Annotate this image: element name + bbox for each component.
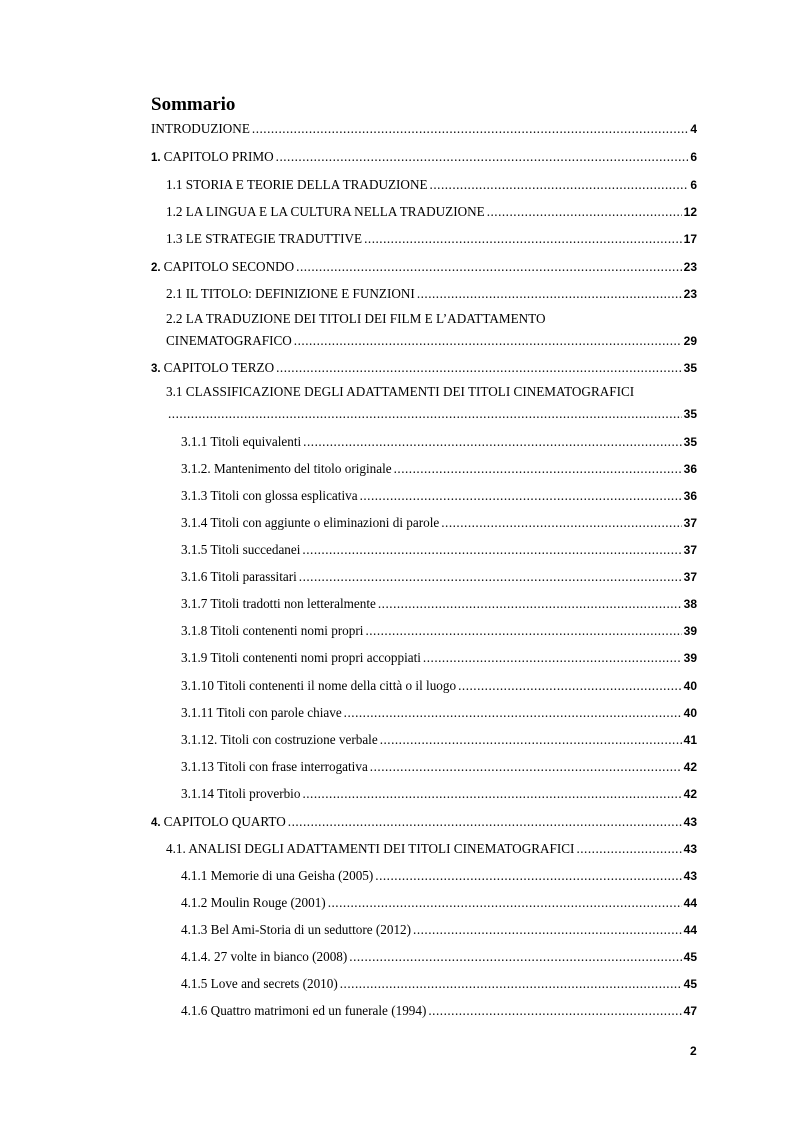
toc-page-number: 42 (683, 787, 697, 801)
dot-leader (487, 204, 682, 220)
toc-page-number: 12 (683, 205, 697, 219)
toc-page-number: 43 (683, 869, 697, 883)
toc-entry-3-1-6[interactable] (181, 569, 697, 585)
dot-leader (296, 259, 682, 275)
toc-entry-label: 3.1.6 Titoli parassitari (181, 569, 297, 584)
toc-entry-capitolo-secondo[interactable] (151, 259, 697, 275)
toc-page-number: 43 (683, 815, 697, 829)
toc-entry-3-1-3[interactable] (181, 488, 697, 504)
toc-title: Sommario (151, 94, 236, 115)
toc-entry-label: 3.1.12. Titoli con costruzione verbale (181, 732, 378, 747)
dot-leader (302, 542, 681, 558)
dot-leader (394, 461, 682, 477)
toc-entry-3-1-12[interactable] (181, 732, 697, 748)
toc-entry-label: 2.1 IL TITOLO: DEFINIZIONE E FUNZIONI (166, 286, 415, 301)
toc-entry-label: 4.1.2 Moulin Rouge (2001) (181, 895, 326, 910)
dot-leader (288, 814, 682, 830)
dot-leader (364, 231, 682, 247)
dot-leader (380, 732, 682, 748)
toc-entry-label: CINEMATOGRAFICO (166, 333, 292, 348)
toc-entry-3-1-5[interactable] (181, 542, 697, 558)
toc-page-number: 29 (683, 334, 697, 348)
toc-entry-label: 4.1.3 Bel Ami-Storia di un seduttore (2012) (181, 922, 412, 937)
toc-entry-4-1-4[interactable] (181, 949, 697, 965)
toc-entry-3-1-14[interactable] (181, 786, 697, 802)
dot-leader (303, 434, 681, 450)
toc-page-number: 37 (683, 570, 697, 584)
toc-entry-label: 1.2 LA LINGUA E LA CULTURA NELLA TRADUZIONE (166, 204, 485, 219)
toc-entry-4-1-3[interactable] (181, 922, 697, 938)
toc-entry-4-1-5[interactable] (181, 976, 697, 992)
dot-leader (370, 759, 682, 775)
toc-entry-label: 3.1.13 Titoli con frase interrogativa (181, 759, 368, 774)
toc-entry-3-1-1[interactable] (181, 434, 697, 450)
toc-page-number: 35 (683, 435, 697, 449)
toc-entry-2-2-first-line[interactable]: 2.2 LA TRADUZIONE DEI TITOLI DEI FILM E L’ADATTAMENTO (166, 311, 546, 326)
dot-leader (276, 360, 682, 376)
toc-page-number: 42 (683, 760, 697, 774)
toc-entry-label: INTRODUZIONE (151, 121, 250, 136)
toc-entry-3-1-13[interactable] (181, 759, 697, 775)
toc-page-number: 37 (683, 516, 697, 530)
dot-leader (441, 515, 681, 531)
toc-entry-label: 4.1.4. 27 volte in bianco (2008) (181, 949, 348, 964)
toc-entry-label: 3.1.1 Titoli equivalenti (181, 434, 302, 449)
dot-leader (299, 569, 682, 585)
toc-entry-label: 3.1.9 Titoli contenenti nomi propri accoppiati (181, 650, 421, 665)
toc-entry-label: CAPITOLO SECONDO (163, 259, 295, 274)
dot-leader (428, 1003, 681, 1019)
toc-page-number: 37 (683, 543, 697, 557)
toc-page-number: 44 (683, 923, 697, 937)
toc-entry-3-1-11[interactable] (181, 705, 697, 721)
toc-entry-label: CAPITOLO PRIMO (163, 149, 274, 164)
dot-leader (344, 705, 682, 721)
toc-page-number: 47 (683, 1004, 697, 1018)
toc-entry-1-3[interactable] (166, 231, 697, 247)
dot-leader (328, 895, 682, 911)
toc-entry-4-1-2[interactable] (181, 895, 697, 911)
toc-entry-3-1-4[interactable] (181, 515, 697, 531)
toc-entry-introduzione[interactable] (151, 121, 697, 137)
toc-entry-4-1[interactable] (166, 841, 697, 857)
toc-entry-2-2[interactable] (166, 333, 697, 349)
dot-leader (576, 841, 681, 857)
toc-entry-4-1-6[interactable] (181, 1003, 697, 1019)
toc-page-number: 44 (683, 896, 697, 910)
toc-page-number: 39 (683, 624, 697, 638)
dot-leader (375, 868, 681, 884)
dot-leader (294, 333, 682, 349)
toc-page-number: 43 (683, 842, 697, 856)
toc-entry-capitolo-quarto[interactable] (151, 814, 697, 830)
toc-entry-label: 3.1.2. Mantenimento del titolo originale (181, 461, 392, 476)
toc-page-number: 6 (690, 150, 697, 164)
toc-page-number: 40 (683, 706, 697, 720)
toc-entry-label: 3.1.5 Titoli succedanei (181, 542, 301, 557)
toc-entry-label: 4.1.1 Memorie di una Geisha (2005) (181, 868, 374, 883)
toc-entry-3-1-7[interactable] (181, 596, 697, 612)
toc-entry-3-1-first-line[interactable]: 3.1 CLASSIFICAZIONE DEGLI ADATTAMENTI DEI TITOLI CINEMATOGRAFICI (166, 384, 635, 399)
toc-entry-label: 4.1. ANALISI DEGLI ADATTAMENTI DEI TITOLI CINEMATOGRAFICI (166, 841, 575, 856)
toc-page-number: 40 (683, 679, 697, 693)
toc-page-number: 39 (683, 651, 697, 665)
page-number: 2 (690, 1044, 697, 1058)
toc-entry-label: 3.1.14 Titoli proverbio (181, 786, 301, 801)
toc-entry-capitolo-terzo[interactable] (151, 360, 697, 376)
toc-entry-3-1-2[interactable] (181, 461, 697, 477)
toc-entry-label: 3.1.3 Titoli con glossa esplicativa (181, 488, 358, 503)
dot-leader (252, 121, 688, 137)
dot-leader (413, 922, 682, 938)
toc-chapter-number: 3. (151, 363, 161, 375)
toc-page-number: 23 (683, 260, 697, 274)
toc-page-number: 35 (683, 361, 697, 375)
toc-page-number: 38 (683, 597, 697, 611)
dot-leader (365, 623, 681, 639)
toc-entry-label: 1.1 STORIA E TEORIE DELLA TRADUZIONE (166, 177, 428, 192)
toc-entry-2-1[interactable] (166, 286, 697, 302)
toc-chapter-number: 2. (151, 262, 161, 274)
toc-page-number: 36 (683, 489, 697, 503)
dot-leader (302, 786, 681, 802)
toc-entry-label: 1.3 LE STRATEGIE TRADUTTIVE (166, 231, 363, 246)
toc-entry-3-1-9[interactable] (181, 650, 697, 666)
toc-page-number: 17 (683, 232, 697, 246)
toc-page-number: 36 (683, 462, 697, 476)
toc-chapter-number: 4. (151, 817, 161, 829)
dot-leader (360, 488, 682, 504)
toc-entry-label: 3.1.4 Titoli con aggiunte o eliminazioni di parole (181, 515, 440, 530)
dot-leader (168, 406, 682, 422)
toc-page-number: 6 (690, 178, 697, 192)
toc-page-number: 45 (683, 977, 697, 991)
toc-page-number: 35 (683, 407, 697, 421)
toc-page-number: 45 (683, 950, 697, 964)
toc-entry-label: 4.1.5 Love and secrets (2010) (181, 976, 338, 991)
dot-leader (340, 976, 682, 992)
dot-leader (349, 949, 681, 965)
dot-leader (417, 286, 682, 302)
dot-leader (276, 149, 689, 165)
toc-entry-3-1-8[interactable] (181, 623, 697, 639)
toc-entry-label: 3.1.7 Titoli tradotti non letteralmente (181, 596, 376, 611)
toc-entry-label: CAPITOLO QUARTO (163, 814, 286, 829)
toc-entry-capitolo-primo[interactable] (151, 149, 697, 165)
toc-chapter-number: 1. (151, 152, 161, 164)
dot-leader (458, 678, 682, 694)
toc-entry-label: 3.1.10 Titoli contenenti il nome della città o il luogo (181, 678, 457, 693)
dot-leader (423, 650, 682, 666)
toc-page-number: 4 (690, 122, 697, 136)
toc-entry-label: CAPITOLO TERZO (163, 360, 275, 375)
dot-leader (378, 596, 682, 612)
toc-entry-1-2[interactable] (166, 204, 697, 220)
dot-leader (430, 177, 689, 193)
toc-entry-label: 4.1.6 Quattro matrimoni ed un funerale (1994) (181, 1003, 427, 1018)
toc-entry-label: 3.1.11 Titoli con parole chiave (181, 705, 342, 720)
toc-page-number: 41 (683, 733, 697, 747)
toc-entry-1-1[interactable] (166, 177, 697, 193)
toc-page-number: 23 (683, 287, 697, 301)
toc-entry-3-1[interactable] (166, 406, 697, 422)
toc-entry-4-1-1[interactable] (181, 868, 697, 884)
toc-entry-label: 3.1.8 Titoli contenenti nomi propri (181, 623, 364, 638)
toc-entry-3-1-10[interactable] (181, 678, 697, 694)
